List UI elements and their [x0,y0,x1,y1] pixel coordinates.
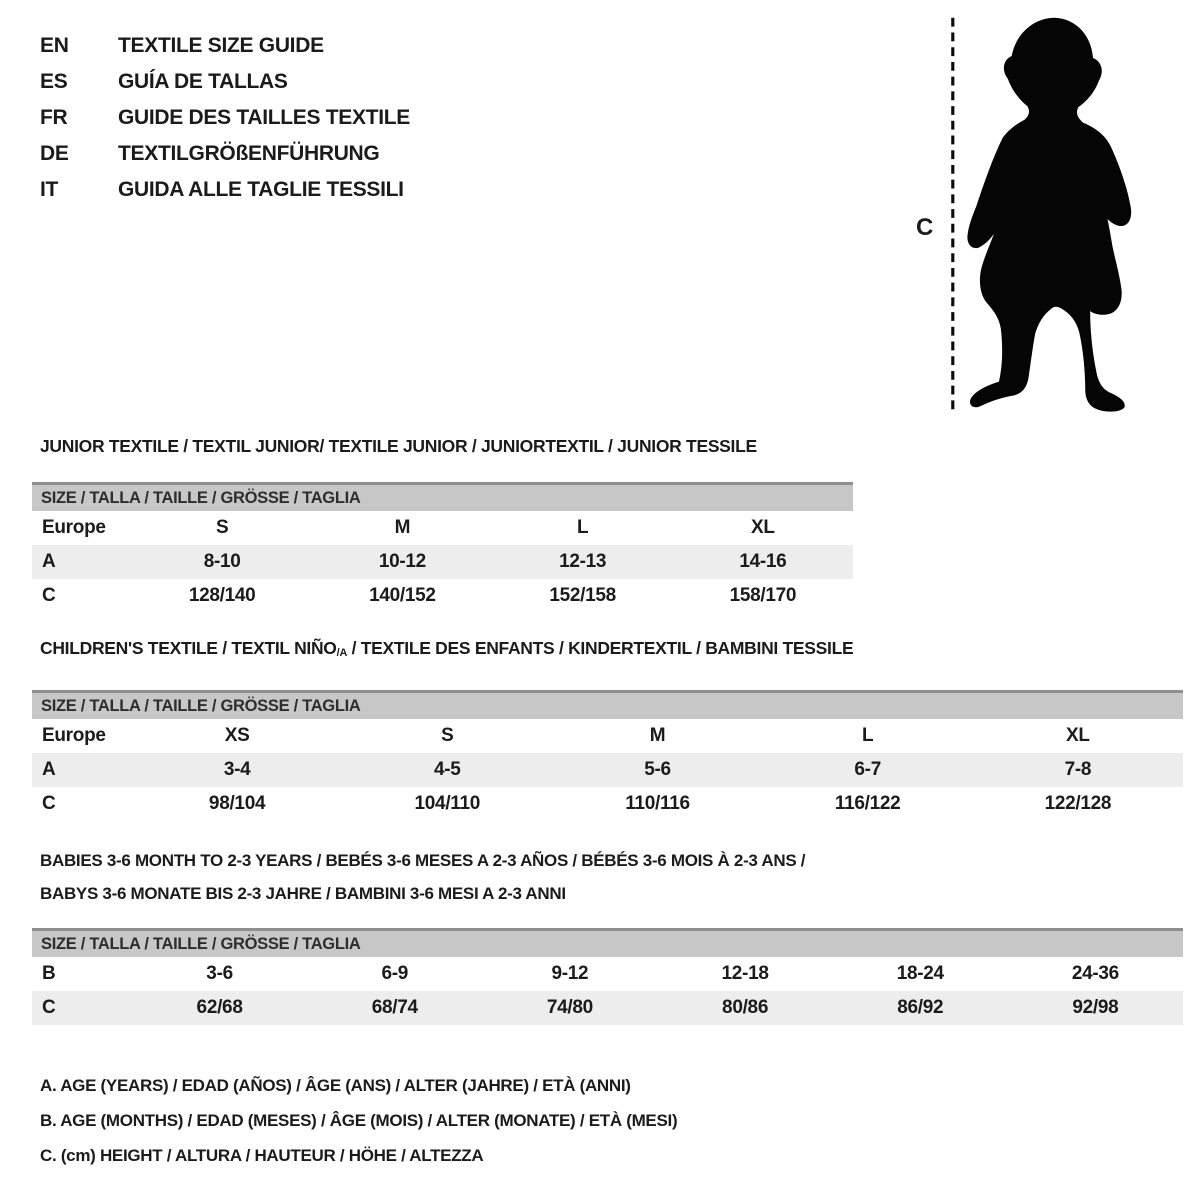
lang-title: TEXTILGRÖßENFÜHRUNG [118,142,380,165]
table-row [32,511,853,545]
height-cell: 116/122 [834,793,901,814]
height-cell: 152/158 [549,585,616,606]
row-label: Europe [42,517,106,538]
lang-title: GUIDA ALLE TAGLIE TESSILI [118,178,404,201]
table-row [32,787,1183,821]
age-cell: 6-9 [381,963,409,984]
table-row [32,957,1183,991]
age-cell: 24-36 [1071,963,1119,984]
lang-code: FR [40,106,68,129]
size-cell: M [649,725,666,746]
height-cell: 74/80 [546,997,593,1018]
lang-code: ES [40,70,68,93]
legend-line-b: B. AGE (MONTHS) / EDAD (MESES) / ÂGE (MOIS) / ALTER (MONATE) / ETÀ (MESI) [40,1111,678,1130]
height-cell: 128/140 [188,585,256,606]
height-cell: 104/110 [414,793,481,814]
size-cell: L [576,517,589,538]
age-cell: 3-6 [206,963,233,984]
age-cell: 3-4 [223,759,251,780]
row-label: C [42,793,56,814]
age-cell: 5-6 [644,759,671,780]
lang-code: IT [40,178,59,201]
size-cell: S [441,725,454,746]
size-cell: XL [751,517,775,538]
row-label: A [42,759,56,780]
lang-title: GUÍA DE TALLAS [118,70,288,93]
size-cell: S [215,517,229,538]
lang-row-it [40,172,410,208]
table-row [32,719,1183,753]
height-cell: 158/170 [729,585,797,606]
size-cell: M [394,517,411,538]
size-header-bar: SIZE / TALLA / TAILLE / GRÖSSE / TAGLIA [32,482,853,511]
age-cell: 14-16 [739,551,787,572]
table-row [32,579,853,613]
height-cell: 80/86 [722,997,769,1018]
babies-title-line1: BABIES 3-6 MONTH TO 2-3 YEARS / BEBÉS 3-6 MESES A 2-3 AÑOS / BÉBÉS 3-6 MOIS À 2-3 ANS / [40,851,806,870]
children-title-text: CHILDREN'S TEXTILE / TEXTIL NIÑO [40,638,337,658]
measure-legend [40,1068,677,1173]
age-cell: 18-24 [896,963,944,984]
row-label: Europe [42,725,106,746]
lang-code: DE [40,142,69,165]
row-label: C [42,585,56,606]
height-cell: 140/152 [369,585,436,606]
babies-section-title [40,844,805,910]
lang-row-es [40,64,410,100]
height-cell: 92/98 [1072,997,1119,1018]
lang-title: TEXTILE SIZE GUIDE [118,34,324,57]
age-cell: 4-5 [434,759,461,780]
size-header-bar: SIZE / TALLA / TAILLE / GRÖSSE / TAGLIA [32,928,1183,957]
lang-row-fr [40,100,410,136]
size-cell: L [862,725,874,746]
height-cell: 86/92 [897,997,944,1018]
age-cell: 8-10 [203,551,241,572]
junior-section-title: JUNIOR TEXTILE / TEXTIL JUNIOR/ TEXTILE JUNIOR / JUNIORTEXTIL / JUNIOR TESSILE [40,436,757,456]
children-section-title [40,638,853,663]
row-label: B [42,963,56,984]
height-measure-label: C [916,214,934,241]
lang-title: GUIDE DES TAILLES TEXTILE [118,106,410,129]
lang-row-de [40,136,410,172]
row-label: A [42,551,56,572]
lang-row-en [40,28,410,64]
age-cell: 7-8 [1064,759,1092,780]
language-title-list [40,28,410,208]
size-cell: XL [1066,725,1090,746]
age-cell: 6-7 [854,759,881,780]
row-label: C [42,997,56,1018]
babies-title-line2: BABYS 3-6 MONATE BIS 2-3 JAHRE / BAMBINI 3-6 MESI A 2-3 ANNI [40,884,566,903]
age-cell: 12-18 [721,963,769,984]
babies-size-table [32,928,1183,1025]
height-cell: 68/74 [371,997,418,1018]
age-cell: 9-12 [551,963,589,984]
lang-code: EN [40,34,69,57]
junior-size-table [32,482,853,613]
age-cell: 12-13 [559,551,607,572]
children-title-text: / TEXTILE DES ENFANTS / KINDERTEXTIL / BAMBINI TESSILE [347,638,854,658]
size-cell: XS [224,725,250,746]
table-row [32,545,853,579]
toddler-silhouette-icon [945,8,1145,420]
height-cell: 98/104 [208,793,266,814]
height-cell: 122/128 [1044,793,1112,814]
table-row [32,753,1183,787]
children-size-table [32,690,1183,821]
legend-line-c: C. (cm) HEIGHT / ALTURA / HAUTEUR / HÖHE / ALTEZZA [40,1146,484,1165]
legend-line-a: A. AGE (YEARS) / EDAD (AÑOS) / ÂGE (ANS) / ALTER (JAHRE) / ETÀ (ANNI) [40,1076,631,1095]
height-cell: 62/68 [196,997,243,1018]
height-cell: 110/116 [625,793,690,814]
size-header-bar: SIZE / TALLA / TAILLE / GRÖSSE / TAGLIA [32,690,1183,719]
age-cell: 10-12 [378,551,426,572]
children-title-subscript: /A [336,646,348,659]
table-row [32,991,1183,1025]
